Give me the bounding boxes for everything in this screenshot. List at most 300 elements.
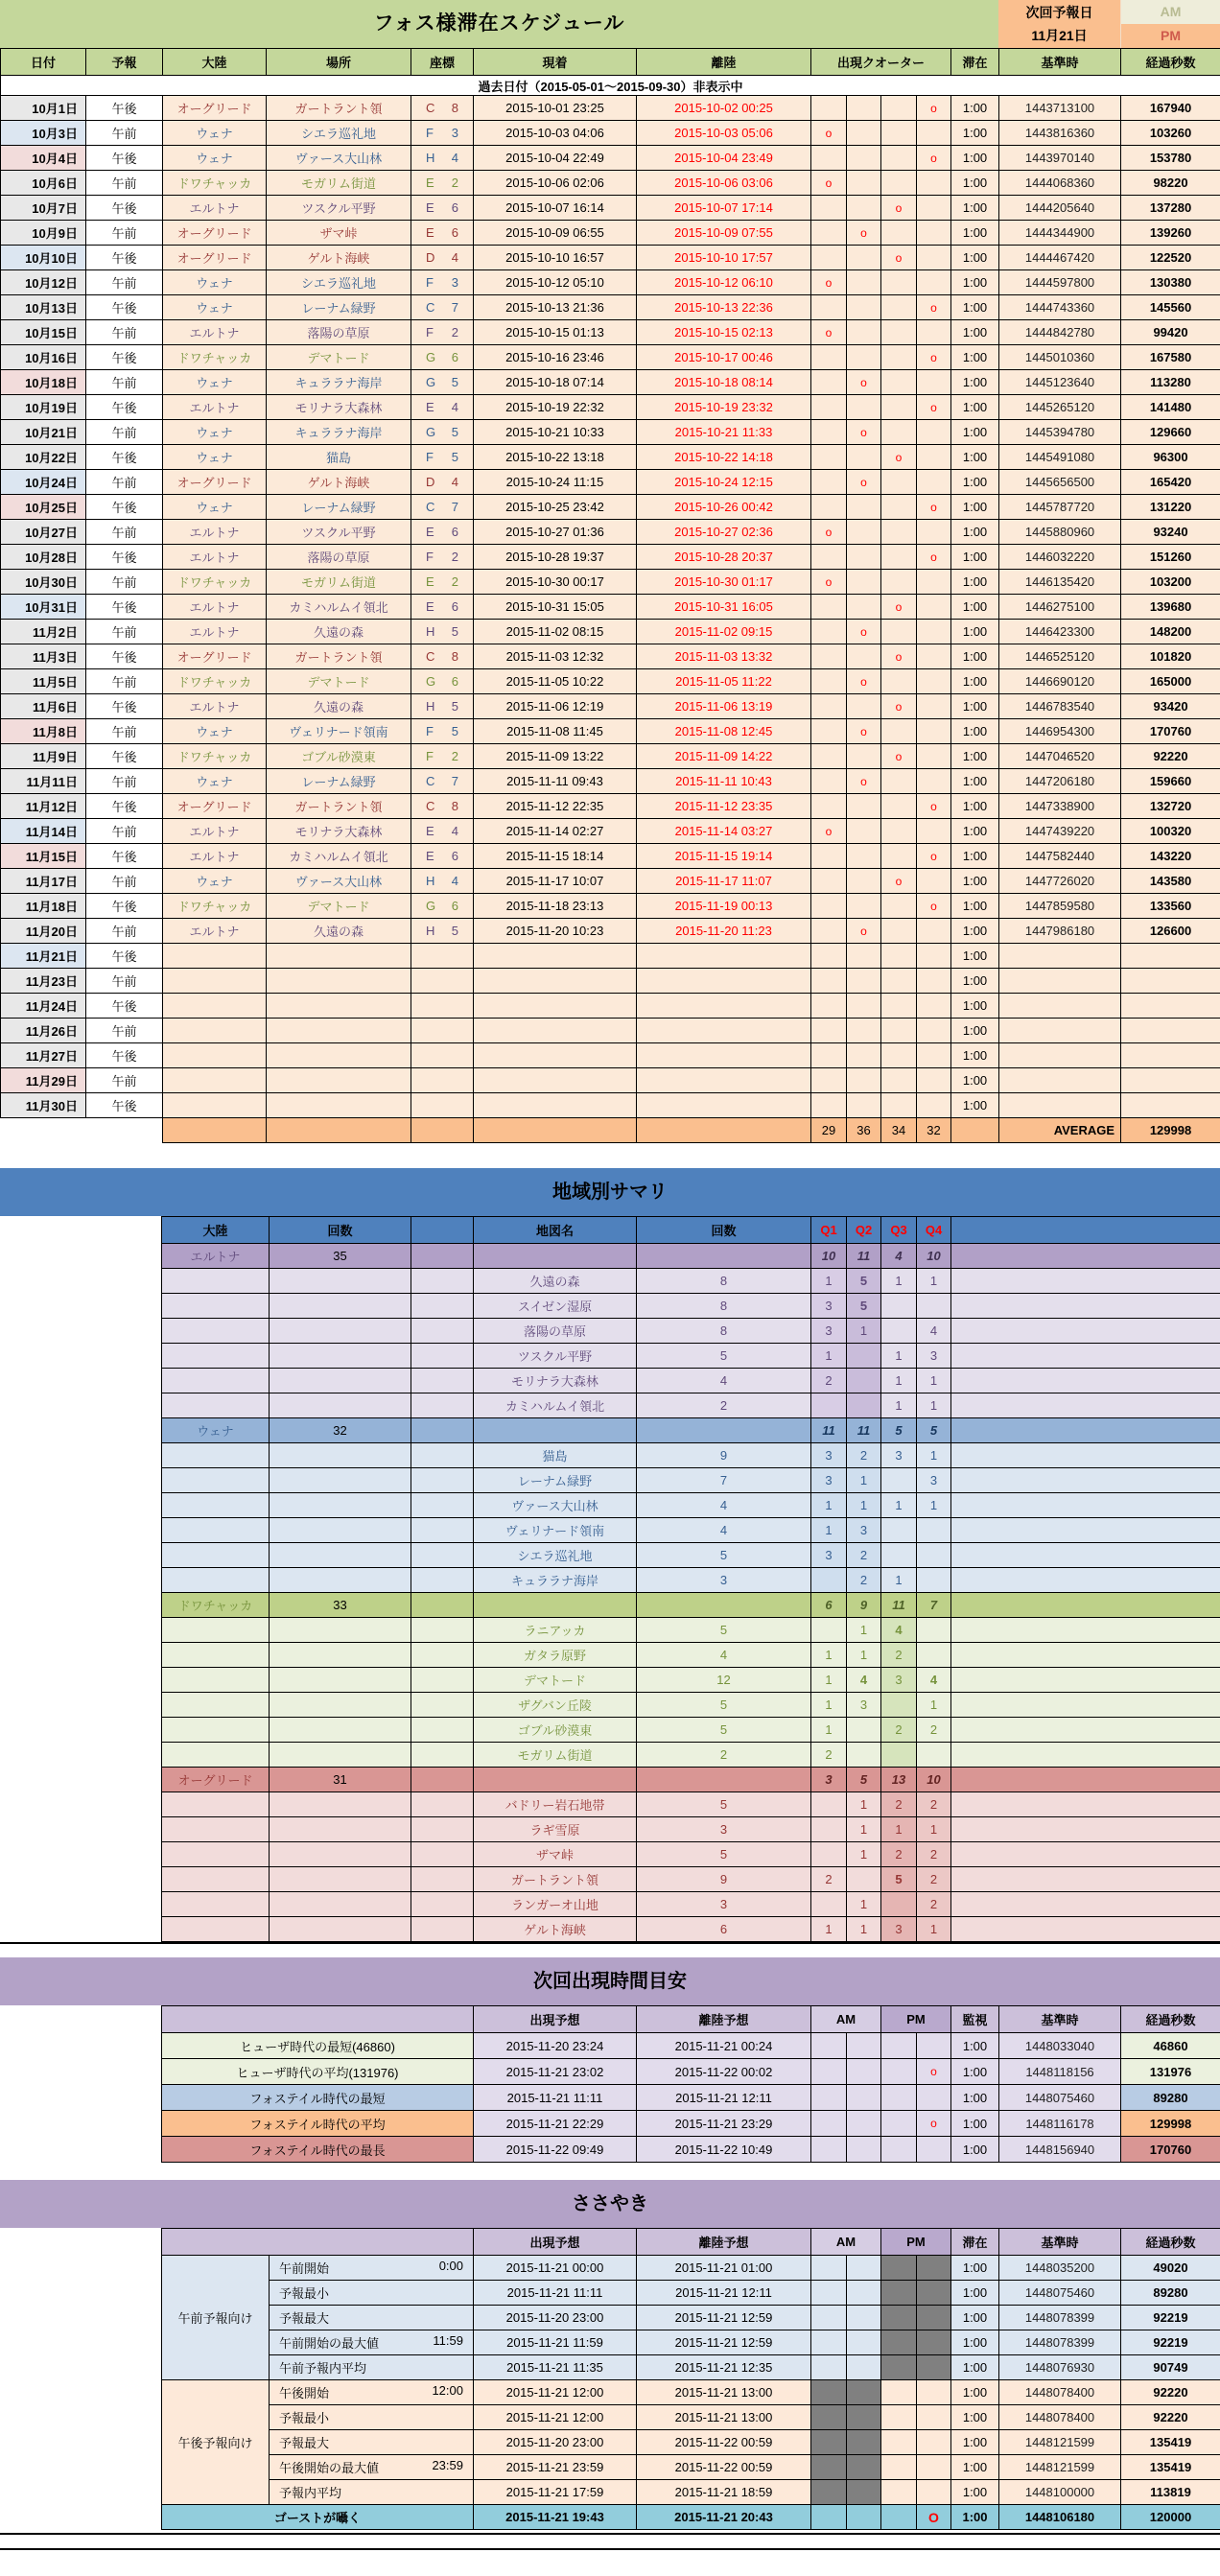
arrive-cell: 2015-10-12 05:10	[474, 270, 637, 295]
schedule-row	[1, 794, 1220, 819]
basetime-cell: 1448121599	[999, 2455, 1121, 2480]
blank-cell	[270, 1493, 411, 1518]
basetime-cell: 1446423300	[999, 620, 1121, 644]
place-cell: ガートラント領	[267, 644, 411, 669]
coord-box	[413, 699, 471, 714]
map-q4: 1	[917, 1817, 951, 1842]
quarter-q1-cell	[811, 545, 847, 570]
arrive-cell	[474, 1043, 637, 1068]
basetime-cell: 1447986180	[999, 919, 1121, 944]
quarter-q2-cell	[847, 320, 881, 345]
map-q3	[881, 1518, 917, 1543]
forecast-cell: 午前	[86, 570, 163, 595]
ampm-slot-3	[881, 2430, 917, 2455]
coord-cell	[411, 669, 474, 694]
depart-cell: 2015-10-31 16:05	[637, 595, 811, 620]
coord-cell	[411, 320, 474, 345]
map-q3: 2	[881, 1792, 917, 1817]
map-q4: 1	[917, 1269, 951, 1294]
blank-cell	[411, 1792, 474, 1817]
ampm-slot-1	[811, 2059, 847, 2085]
hidden-range-note: 過去日付（2015-05-01～2015-09-30）非表示中	[1, 76, 1220, 96]
blank-cell	[411, 1668, 474, 1693]
quarter-q3-cell	[881, 1093, 917, 1118]
stay-cell: 1:00	[951, 395, 999, 420]
coord-cell	[411, 470, 474, 495]
elapsed-cell: 113819	[1121, 2480, 1220, 2505]
map-name: 久遠の森	[474, 1269, 637, 1294]
ampm-slot-2	[847, 2137, 881, 2163]
quarter-q3-cell	[881, 370, 917, 395]
depart-forecast-cell: 2015-11-21 18:59	[637, 2480, 811, 2505]
quarter-q2-cell	[847, 994, 881, 1019]
map-q3	[881, 1319, 917, 1344]
forecast-cell: 午後	[86, 694, 163, 719]
ampm-slot-1	[811, 2505, 847, 2530]
depart-cell: 2015-10-04 23:49	[637, 146, 811, 171]
arrive-cell: 2015-10-27 01:36	[474, 520, 637, 545]
map-name: カミハルムイ領北	[474, 1393, 637, 1418]
forecast-cell: 午後	[86, 295, 163, 320]
elapsed-cell	[1121, 1019, 1220, 1043]
blank-cell	[411, 1643, 474, 1668]
quarter-q4-cell	[917, 171, 951, 196]
coord-number: 5	[451, 425, 458, 439]
arrive-cell: 2015-10-24 11:15	[474, 470, 637, 495]
coord-box	[413, 400, 471, 414]
arrive-cell: 2015-11-03 12:32	[474, 644, 637, 669]
map-q1: 3	[811, 1319, 847, 1344]
blank-cell	[951, 1618, 1220, 1643]
ampm-slot-4	[917, 2480, 951, 2505]
quarter-q4-cell: o	[917, 495, 951, 520]
map-q4: 2	[917, 1867, 951, 1892]
total-q3: 5	[881, 1418, 917, 1443]
blank-cell	[951, 1867, 1220, 1892]
coord-cell	[411, 445, 474, 470]
stay-cell: 1:00	[951, 969, 999, 994]
depart-cell: 2015-10-06 03:06	[637, 171, 811, 196]
row-label-text: 午後開始の最大値	[279, 2461, 380, 2475]
stay-cell: 1:00	[951, 944, 999, 969]
date-cell: 10月31日	[1, 595, 86, 620]
coord-cell	[411, 221, 474, 246]
coord-number: 5	[451, 724, 458, 738]
date-cell: 11月23日	[1, 969, 86, 994]
total-q3: 13	[881, 1768, 917, 1792]
ampm-slot-3	[881, 2455, 917, 2480]
appear-forecast-cell: 2015-11-21 11:59	[474, 2330, 637, 2355]
coord-box	[413, 300, 471, 315]
blank-cell	[951, 1718, 1220, 1743]
ampm-slot-1	[811, 2405, 847, 2430]
blank-cell	[411, 1718, 474, 1743]
schedule-row	[1, 420, 1220, 445]
coord-cell	[411, 595, 474, 620]
coord-box	[413, 574, 471, 589]
date-cell: 10月16日	[1, 345, 86, 370]
elapsed-cell: 167940	[1121, 96, 1220, 121]
quarter-q3-cell	[881, 669, 917, 694]
forecast-cell: 午後	[86, 944, 163, 969]
coord-cell	[411, 620, 474, 644]
ampm-slot-3	[881, 2281, 917, 2306]
row-label	[270, 2405, 474, 2430]
blank-cell	[270, 1792, 411, 1817]
row-label-box	[271, 2458, 471, 2476]
blank-cell	[411, 1244, 474, 1269]
ampm-slot-2	[847, 2281, 881, 2306]
row-label-box	[271, 2483, 471, 2501]
coord-cell	[411, 270, 474, 295]
quarter-q4-cell: o	[917, 395, 951, 420]
map-q2: 2	[847, 1543, 881, 1568]
quarter-q2-cell	[847, 246, 881, 270]
coord-number: 8	[451, 649, 458, 664]
col-depart: 離陸	[637, 49, 811, 76]
whisper-row	[162, 2405, 1220, 2430]
schedule-row	[1, 146, 1220, 171]
divider	[0, 2548, 1220, 2550]
coord-cell	[411, 1093, 474, 1118]
quarter-q3-cell	[881, 844, 917, 869]
coord-letter: C	[426, 500, 435, 514]
blank-cell	[951, 1319, 1220, 1344]
map-count: 4	[637, 1518, 811, 1543]
schedule-row	[1, 196, 1220, 221]
estimate-label: フォステイル時代の最短	[162, 2085, 474, 2111]
arrive-cell: 2015-10-18 07:14	[474, 370, 637, 395]
coord-number: 7	[451, 300, 458, 315]
quarter-q4-cell	[917, 121, 951, 146]
estimate-label: フォステイル時代の平均	[162, 2111, 474, 2137]
blank-cell	[411, 1593, 474, 1618]
map-q3: 2	[881, 1643, 917, 1668]
quarter-q1-cell	[811, 595, 847, 620]
estimate-label: フォステイル時代の最長	[162, 2137, 474, 2163]
quarter-q3-cell: o	[881, 744, 917, 769]
arrive-cell: 2015-10-03 04:06	[474, 121, 637, 146]
coord-number: 5	[451, 375, 458, 389]
place-cell	[267, 1043, 411, 1068]
map-q1	[811, 1842, 847, 1867]
continent-name: ウェナ	[162, 1418, 270, 1443]
blank-cell	[951, 1593, 1220, 1618]
continent-cell: オーグリード	[163, 221, 267, 246]
whisper-row	[162, 2256, 1220, 2281]
basetime-cell: 1445491080	[999, 445, 1121, 470]
map-count: 5	[637, 1792, 811, 1817]
date-cell: 11月5日	[1, 669, 86, 694]
map-count: 9	[637, 1867, 811, 1892]
place-cell: キュララナ海岸	[267, 370, 411, 395]
blank-cell	[162, 1743, 270, 1768]
quarter-q1-cell	[811, 1019, 847, 1043]
ampm-slot-3	[881, 2306, 917, 2330]
quarter-q4-cell	[917, 595, 951, 620]
quarter-q3-cell	[881, 171, 917, 196]
map-q4: 1	[917, 1493, 951, 1518]
schedule-row	[1, 719, 1220, 744]
quarter-q1-cell	[811, 196, 847, 221]
coord-cell	[411, 844, 474, 869]
whisper-row	[162, 2380, 1220, 2405]
ampm-slot-2	[847, 2480, 881, 2505]
quarter-q1-cell	[811, 669, 847, 694]
quarter-q3-cell: o	[881, 196, 917, 221]
schedule-row	[1, 96, 1220, 121]
depart-cell: 2015-10-07 17:14	[637, 196, 811, 221]
map-q2: 1	[847, 1842, 881, 1867]
date-cell: 10月3日	[1, 121, 86, 146]
coord-cell	[411, 819, 474, 844]
quarter-q1-cell	[811, 395, 847, 420]
row-label-time: 12:00	[432, 2383, 463, 2398]
elapsed-cell: 92220	[1121, 2380, 1220, 2405]
blank-cell	[411, 1294, 474, 1319]
map-q2: 1	[847, 1319, 881, 1344]
coord-number: 8	[451, 101, 458, 115]
col-blank	[951, 1217, 1220, 1244]
blank-cell	[411, 1344, 474, 1369]
quarter-q4-cell	[917, 570, 951, 595]
blank-cell	[951, 1244, 1220, 1269]
coord-cell	[411, 944, 474, 969]
depart-cell: 2015-10-13 22:36	[637, 295, 811, 320]
depart-cell: 2015-11-20 11:23	[637, 919, 811, 944]
quarter-q4-cell	[917, 694, 951, 719]
map-q1: 2	[811, 1369, 847, 1393]
quarter-q3-cell	[881, 1043, 917, 1068]
map-name: モガリム街道	[474, 1743, 637, 1768]
basetime-cell: 1447046520	[999, 744, 1121, 769]
continent-cell	[163, 1093, 267, 1118]
stay-cell: 1:00	[951, 2256, 999, 2281]
blank-cell	[951, 1543, 1220, 1568]
arrive-cell	[474, 969, 637, 994]
map-count: 5	[637, 1693, 811, 1718]
quarter-q1-cell	[811, 246, 847, 270]
map-row	[162, 1743, 1220, 1768]
elapsed-cell: 135419	[1121, 2430, 1220, 2455]
coord-number: 2	[451, 749, 458, 763]
stay-cell: 1:00	[951, 1043, 999, 1068]
depart-cell: 2015-11-09 14:22	[637, 744, 811, 769]
place-cell	[267, 944, 411, 969]
coord-letter: C	[426, 774, 435, 788]
map-q4	[917, 1543, 951, 1568]
blank-cell	[411, 1568, 474, 1593]
schedule-row	[1, 520, 1220, 545]
stay-cell: 1:00	[951, 470, 999, 495]
map-count: 2	[637, 1393, 811, 1418]
coord-letter: F	[426, 749, 434, 763]
col-q3: Q3	[881, 1217, 917, 1244]
row-label-text: 午前開始	[279, 2261, 330, 2276]
quarter-q1-cell	[811, 769, 847, 794]
schedule-row	[1, 944, 1220, 969]
map-count: 4	[637, 1369, 811, 1393]
map-row	[162, 1543, 1220, 1568]
arrive-cell	[474, 994, 637, 1019]
total-q4: 10	[917, 1244, 951, 1269]
quarter-q1-cell	[811, 221, 847, 246]
depart-forecast-cell: 2015-11-21 01:00	[637, 2256, 811, 2281]
quarter-q1-cell	[811, 644, 847, 669]
col-place: 場所	[267, 49, 411, 76]
map-row	[162, 1643, 1220, 1668]
basetime-cell: 1448116178	[999, 2111, 1121, 2137]
continent-cell	[163, 994, 267, 1019]
schedule-row	[1, 171, 1220, 196]
place-cell: モガリム街道	[267, 570, 411, 595]
arrive-cell: 2015-10-04 22:49	[474, 146, 637, 171]
average-value: 129998	[1121, 1118, 1220, 1143]
coord-box	[413, 176, 471, 190]
ampm-slot-3	[881, 2380, 917, 2405]
arrive-cell: 2015-10-25 23:42	[474, 495, 637, 520]
quarter-q3-cell	[881, 994, 917, 1019]
continent-cell: ウェナ	[163, 445, 267, 470]
row-label-time: 23:59	[432, 2458, 463, 2472]
map-q2	[847, 1867, 881, 1892]
blank-cell	[270, 1518, 411, 1543]
forecast-cell: 午前	[86, 171, 163, 196]
forecast-cell: 午前	[86, 320, 163, 345]
elapsed-cell: 135419	[1121, 2455, 1220, 2480]
quarter-q4-cell	[917, 919, 951, 944]
blank-cell	[411, 1518, 474, 1543]
arrive-cell: 2015-10-16 23:46	[474, 345, 637, 370]
blank-cell	[951, 1743, 1220, 1768]
depart-forecast-cell: 2015-11-21 20:43	[637, 2505, 811, 2530]
blank-cell	[270, 1892, 411, 1917]
ampm-slot-1	[811, 2085, 847, 2111]
row-label-text: 予報最小	[279, 2286, 330, 2301]
main-header-row	[1, 49, 1220, 76]
quarter-q4-cell	[917, 620, 951, 644]
depart-cell: 2015-10-30 01:17	[637, 570, 811, 595]
arrive-cell	[474, 1093, 637, 1118]
quarter-q1-cell: o	[811, 171, 847, 196]
blank-cell	[162, 1294, 270, 1319]
coord-cell	[411, 869, 474, 894]
depart-forecast-cell: 2015-11-21 00:24	[637, 2033, 811, 2059]
basetime-cell: 1448078399	[999, 2306, 1121, 2330]
continent-cell: ウェナ	[163, 270, 267, 295]
quarter-q4-cell	[917, 246, 951, 270]
place-cell: 猫島	[267, 445, 411, 470]
map-name: デマトード	[474, 1668, 637, 1693]
schedule-row	[1, 819, 1220, 844]
map-row	[162, 1344, 1220, 1369]
arrive-cell: 2015-11-17 10:07	[474, 869, 637, 894]
basetime-cell: 1443816360	[999, 121, 1121, 146]
quarter-q4-cell	[917, 520, 951, 545]
coord-letter: E	[426, 176, 434, 190]
quarter-q4-cell	[917, 744, 951, 769]
basetime-cell	[999, 944, 1121, 969]
map-q3	[881, 1468, 917, 1493]
quarter-q2-cell	[847, 395, 881, 420]
coord-cell	[411, 744, 474, 769]
group-label: 午後予報向け	[162, 2380, 270, 2505]
arrive-cell: 2015-10-13 21:36	[474, 295, 637, 320]
coord-box	[413, 799, 471, 813]
blank-cell	[162, 1718, 270, 1743]
coord-box	[413, 350, 471, 364]
coord-number: 4	[451, 151, 458, 165]
stay-cell: 1:00	[951, 869, 999, 894]
stay-cell: 1:00	[951, 620, 999, 644]
ampm-slot-3	[881, 2085, 917, 2111]
elapsed-cell: 133560	[1121, 894, 1220, 919]
date-cell: 10月25日	[1, 495, 86, 520]
continent-cell: エルトナ	[163, 844, 267, 869]
map-q1: 1	[811, 1718, 847, 1743]
continent-total: 31	[270, 1768, 411, 1792]
map-q4: 3	[917, 1468, 951, 1493]
col-appear-forecast: 出現予想	[474, 2006, 637, 2033]
basetime-cell: 1448035200	[999, 2256, 1121, 2281]
stay-cell: 1:00	[951, 171, 999, 196]
basetime-cell: 1448100000	[999, 2480, 1121, 2505]
average-label: AVERAGE	[999, 1118, 1121, 1143]
coord-number: 7	[451, 500, 458, 514]
blank-cell	[411, 1393, 474, 1418]
map-row	[162, 1867, 1220, 1892]
quarter-q1-cell	[811, 295, 847, 320]
map-row	[162, 1792, 1220, 1817]
row-label-box	[271, 2408, 471, 2426]
quarter-q1-cell	[811, 844, 847, 869]
quarter-q2-cell: o	[847, 620, 881, 644]
ampm-slot-2	[847, 2405, 881, 2430]
quarter-q2-cell	[847, 744, 881, 769]
place-cell: 久遠の森	[267, 620, 411, 644]
map-q2: 1	[847, 1892, 881, 1917]
stay-cell: 1:00	[951, 270, 999, 295]
elapsed-cell: 126600	[1121, 919, 1220, 944]
elapsed-cell: 113280	[1121, 370, 1220, 395]
quarter-q1-cell	[811, 620, 847, 644]
blank-cell	[162, 1443, 270, 1468]
stay-cell: 1:00	[951, 1068, 999, 1093]
schedule-row	[1, 694, 1220, 719]
blank-cell	[951, 1693, 1220, 1718]
group-label: 午前予報向け	[162, 2256, 270, 2380]
quarter-q3-cell	[881, 545, 917, 570]
blank-cell	[951, 1344, 1220, 1369]
col-elapsed: 経過秒数	[1121, 49, 1220, 76]
schedule-row	[1, 470, 1220, 495]
date-cell: 11月14日	[1, 819, 86, 844]
blank-cell	[86, 1118, 163, 1143]
ampm-slot-4	[917, 2281, 951, 2306]
elapsed-cell: 137280	[1121, 196, 1220, 221]
date-cell: 10月18日	[1, 370, 86, 395]
map-q3: 2	[881, 1718, 917, 1743]
ampm-slot-3	[881, 2256, 917, 2281]
quarter-q3-cell	[881, 969, 917, 994]
stay-cell: 1:00	[951, 196, 999, 221]
stay-cell: 1:00	[951, 595, 999, 620]
estimate-label: ヒューザ時代の平均(131976)	[162, 2059, 474, 2085]
quarter-q3-cell	[881, 295, 917, 320]
continent-total-row	[162, 1768, 1220, 1792]
elapsed-cell: 89280	[1121, 2085, 1220, 2111]
map-count: 8	[637, 1294, 811, 1319]
